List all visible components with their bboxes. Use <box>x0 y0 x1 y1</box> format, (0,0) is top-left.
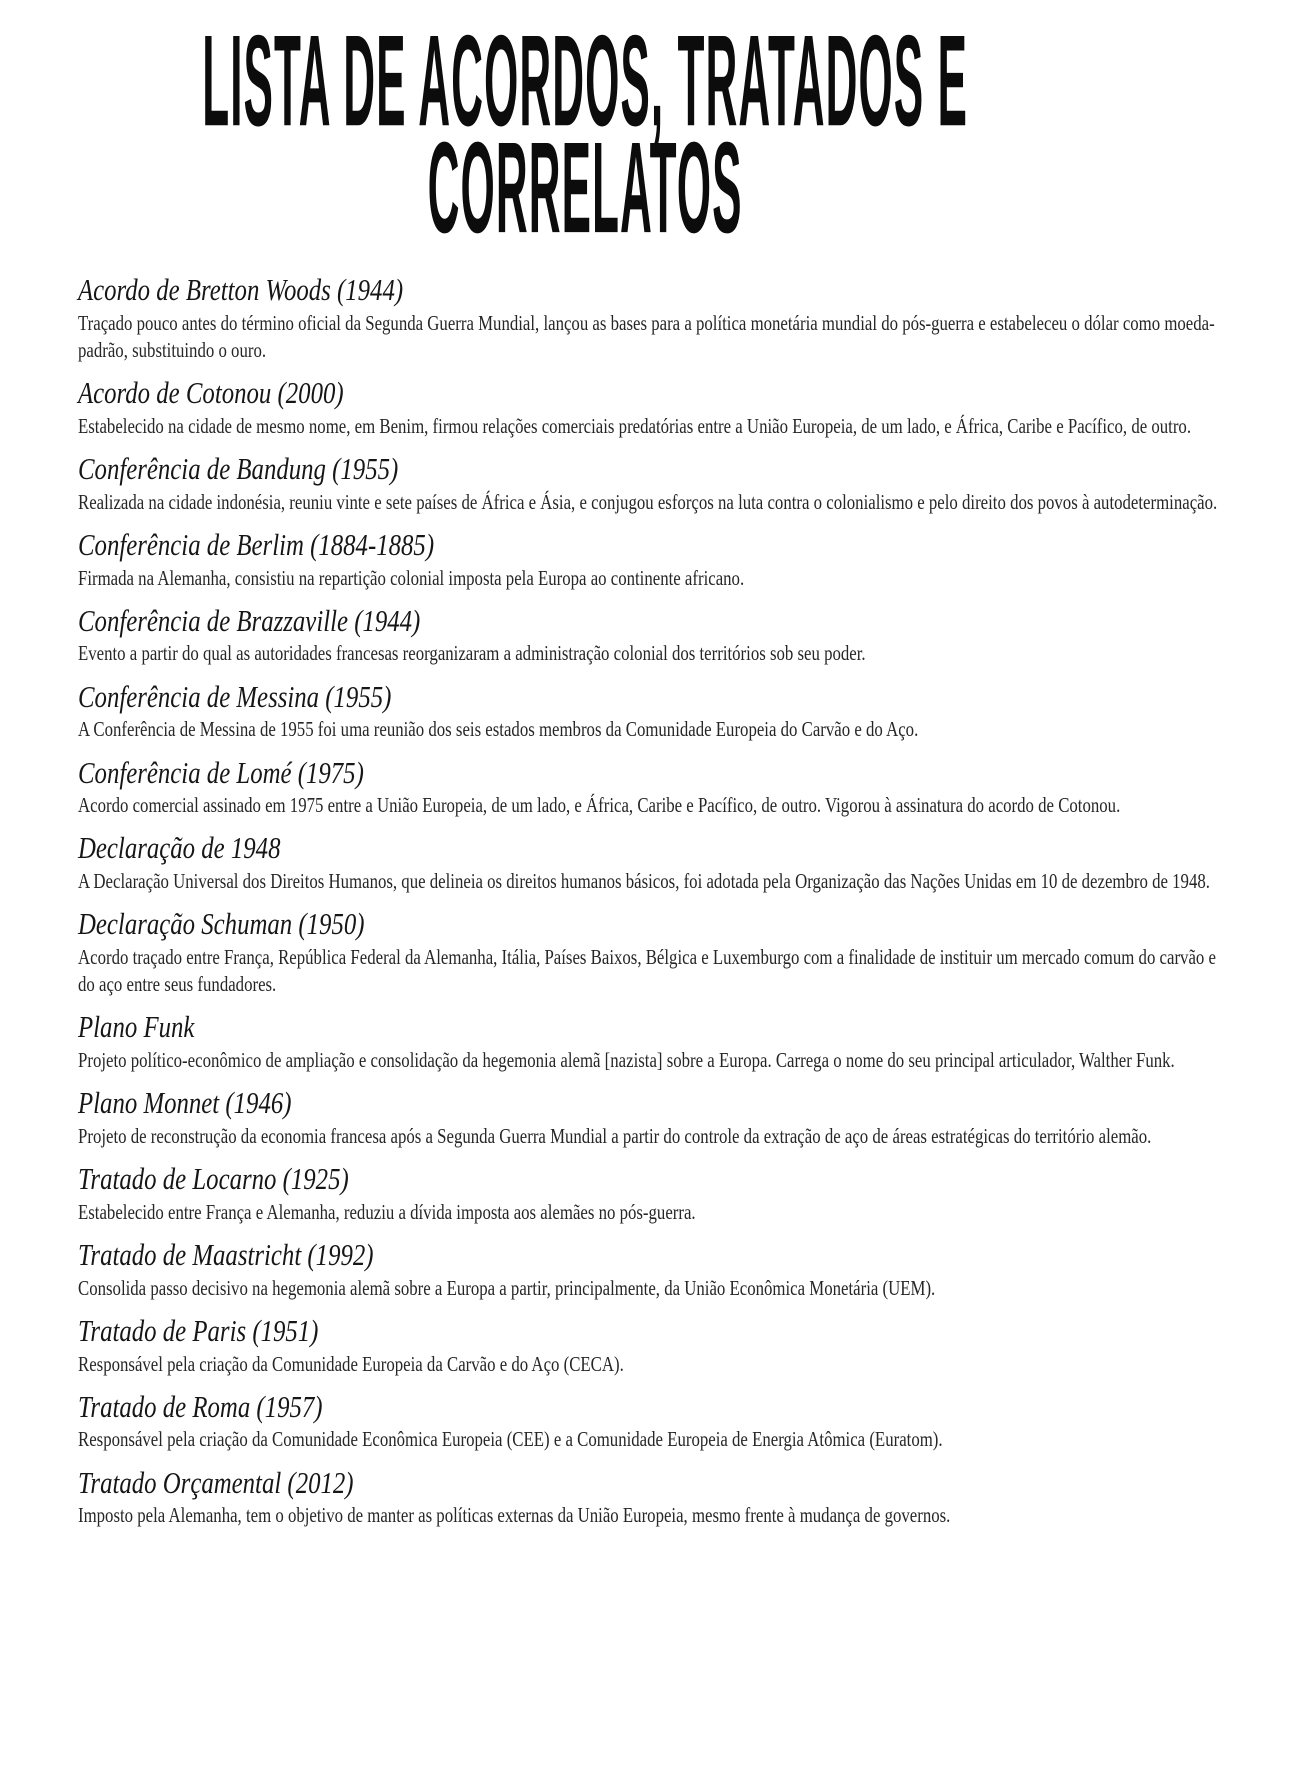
entry-title: Plano Funk <box>78 1009 195 1045</box>
list-item <box>78 527 1236 592</box>
entry-description: Firmada na Alemanha, consistiu na repartição colonial imposta pela Europa ao continente africano. <box>78 565 745 590</box>
list-item <box>78 1009 1236 1074</box>
entry-description: Acordo comercial assinado em 1975 entre a União Europeia, de um lado, e África, Caribe e Pacífico, de outro. Vigorou à assinatura do acordo de Cotonou. <box>78 793 1121 818</box>
entry-description: Consolida passo decisivo na hegemonia alemã sobre a Europa a partir, principalmente, da União Econômica Monetária (UEM). <box>78 1275 936 1300</box>
entry-title: Acordo de Cotonou (2000) <box>78 375 344 411</box>
list-item <box>78 1085 1236 1150</box>
entry-title: Declaração Schuman (1950) <box>78 906 365 942</box>
entry-description: Imposto pela Alemanha, tem o objetivo de manter as políticas externas da União Europeia, mesmo frente à mudança de governos. <box>78 1503 951 1528</box>
entry-description: Realizada na cidade indonésia, reuniu vinte e sete países de África e Ásia, e conjugou esforços na luta contra o colonialismo e pelo direito dos povos à autodeterminação. <box>78 489 1218 514</box>
entry-title: Tratado de Paris (1951) <box>78 1312 319 1348</box>
list-item <box>78 1237 1236 1302</box>
entry-description: Evento a partir do qual as autoridades francesas reorganizaram a administração colonial dos territórios sob seu poder. <box>78 641 866 666</box>
page-title-line-1: LISTA DE ACORDOS, TRATADOS E <box>202 8 968 153</box>
entry-title: Conferência de Berlim (1884-1885) <box>78 526 435 562</box>
entry-description: Responsável pela criação da Comunidade Europeia da Carvão e do Aço (CECA). <box>78 1351 624 1376</box>
entry-description: Projeto político-econômico de ampliação e consolidação da hegemonia alemã [nazista] sobre a Europa. Carrega o nome do seu principal articulador, Walther Funk. <box>78 1048 1175 1073</box>
list-item <box>78 906 1236 998</box>
entry-title: Plano Monnet (1946) <box>78 1085 292 1121</box>
entry-title: Conferência de Lomé (1975) <box>78 754 364 790</box>
list-item <box>78 272 1236 364</box>
entry-description: Estabelecido na cidade de mesmo nome, em Benim, firmou relações comerciais predatórias entre a União Europeia, de um lado, e África, Caribe e Pacífico, de outro. <box>78 413 1192 438</box>
title-block <box>0 0 1170 266</box>
entry-title: Tratado de Locarno (1925) <box>78 1161 349 1197</box>
list-item <box>78 451 1236 516</box>
list-item <box>78 603 1236 668</box>
list-item <box>78 1465 1236 1530</box>
entry-title: Tratado de Roma (1957) <box>78 1388 323 1424</box>
entry-description: Responsável pela criação da Comunidade Econômica Europeia (CEE) e a Comunidade Europeia de Energia Atômica (Euratom). <box>78 1427 943 1452</box>
list-item <box>78 375 1236 440</box>
entry-title: Tratado de Maastricht (1992) <box>78 1237 374 1273</box>
entry-description: Traçado pouco antes do término oficial da Segunda Guerra Mundial, lançou as bases para a política monetária mundial do pós-guerra e estabeleceu o dólar como moeda-padrão, substituindo o ouro. <box>78 310 1215 362</box>
entry-title: Declaração de 1948 <box>78 830 281 866</box>
entry-description: Estabelecido entre França e Alemanha, reduziu a dívida imposta aos alemães no pós-guerra. <box>78 1199 696 1224</box>
list-item <box>78 679 1236 744</box>
entry-description: Projeto de reconstrução da economia francesa após a Segunda Guerra Mundial a partir do controle da extração de aço de áreas estratégicas do território alemão. <box>78 1123 1152 1148</box>
list-item <box>78 755 1236 820</box>
list-item <box>78 1313 1236 1378</box>
list-item <box>78 1389 1236 1454</box>
entry-description: A Declaração Universal dos Direitos Humanos, que delineia os direitos humanos básicos, foi adotada pela Organização das Nações Unidas em 10 de dezembro de 1948. <box>78 869 1210 893</box>
list-item <box>78 830 1236 895</box>
page-title-line-2: CORRELATOS <box>427 114 743 260</box>
entry-description: Acordo traçado entre França, República Federal da Alemanha, Itália, Países Baixos, Bélgica e Luxemburgo com a finalidade de instituir um mercado comum do carvão e do aço entre seus fundadores. <box>78 944 1216 997</box>
entries-list <box>78 266 1236 1530</box>
list-item <box>78 1161 1236 1226</box>
entry-description: A Conferência de Messina de 1955 foi uma reunião dos seis estados membros da Comunidade Europeia do Carvão e do Aço. <box>78 717 919 742</box>
entry-title: Conferência de Brazzaville (1944) <box>78 602 421 638</box>
entry-title: Acordo de Bretton Woods (1944) <box>78 272 404 307</box>
entry-title: Conferência de Messina (1955) <box>78 678 392 714</box>
entry-title: Tratado Orçamental (2012) <box>78 1464 354 1500</box>
entry-title: Conferência de Bandung (1955) <box>78 451 399 487</box>
